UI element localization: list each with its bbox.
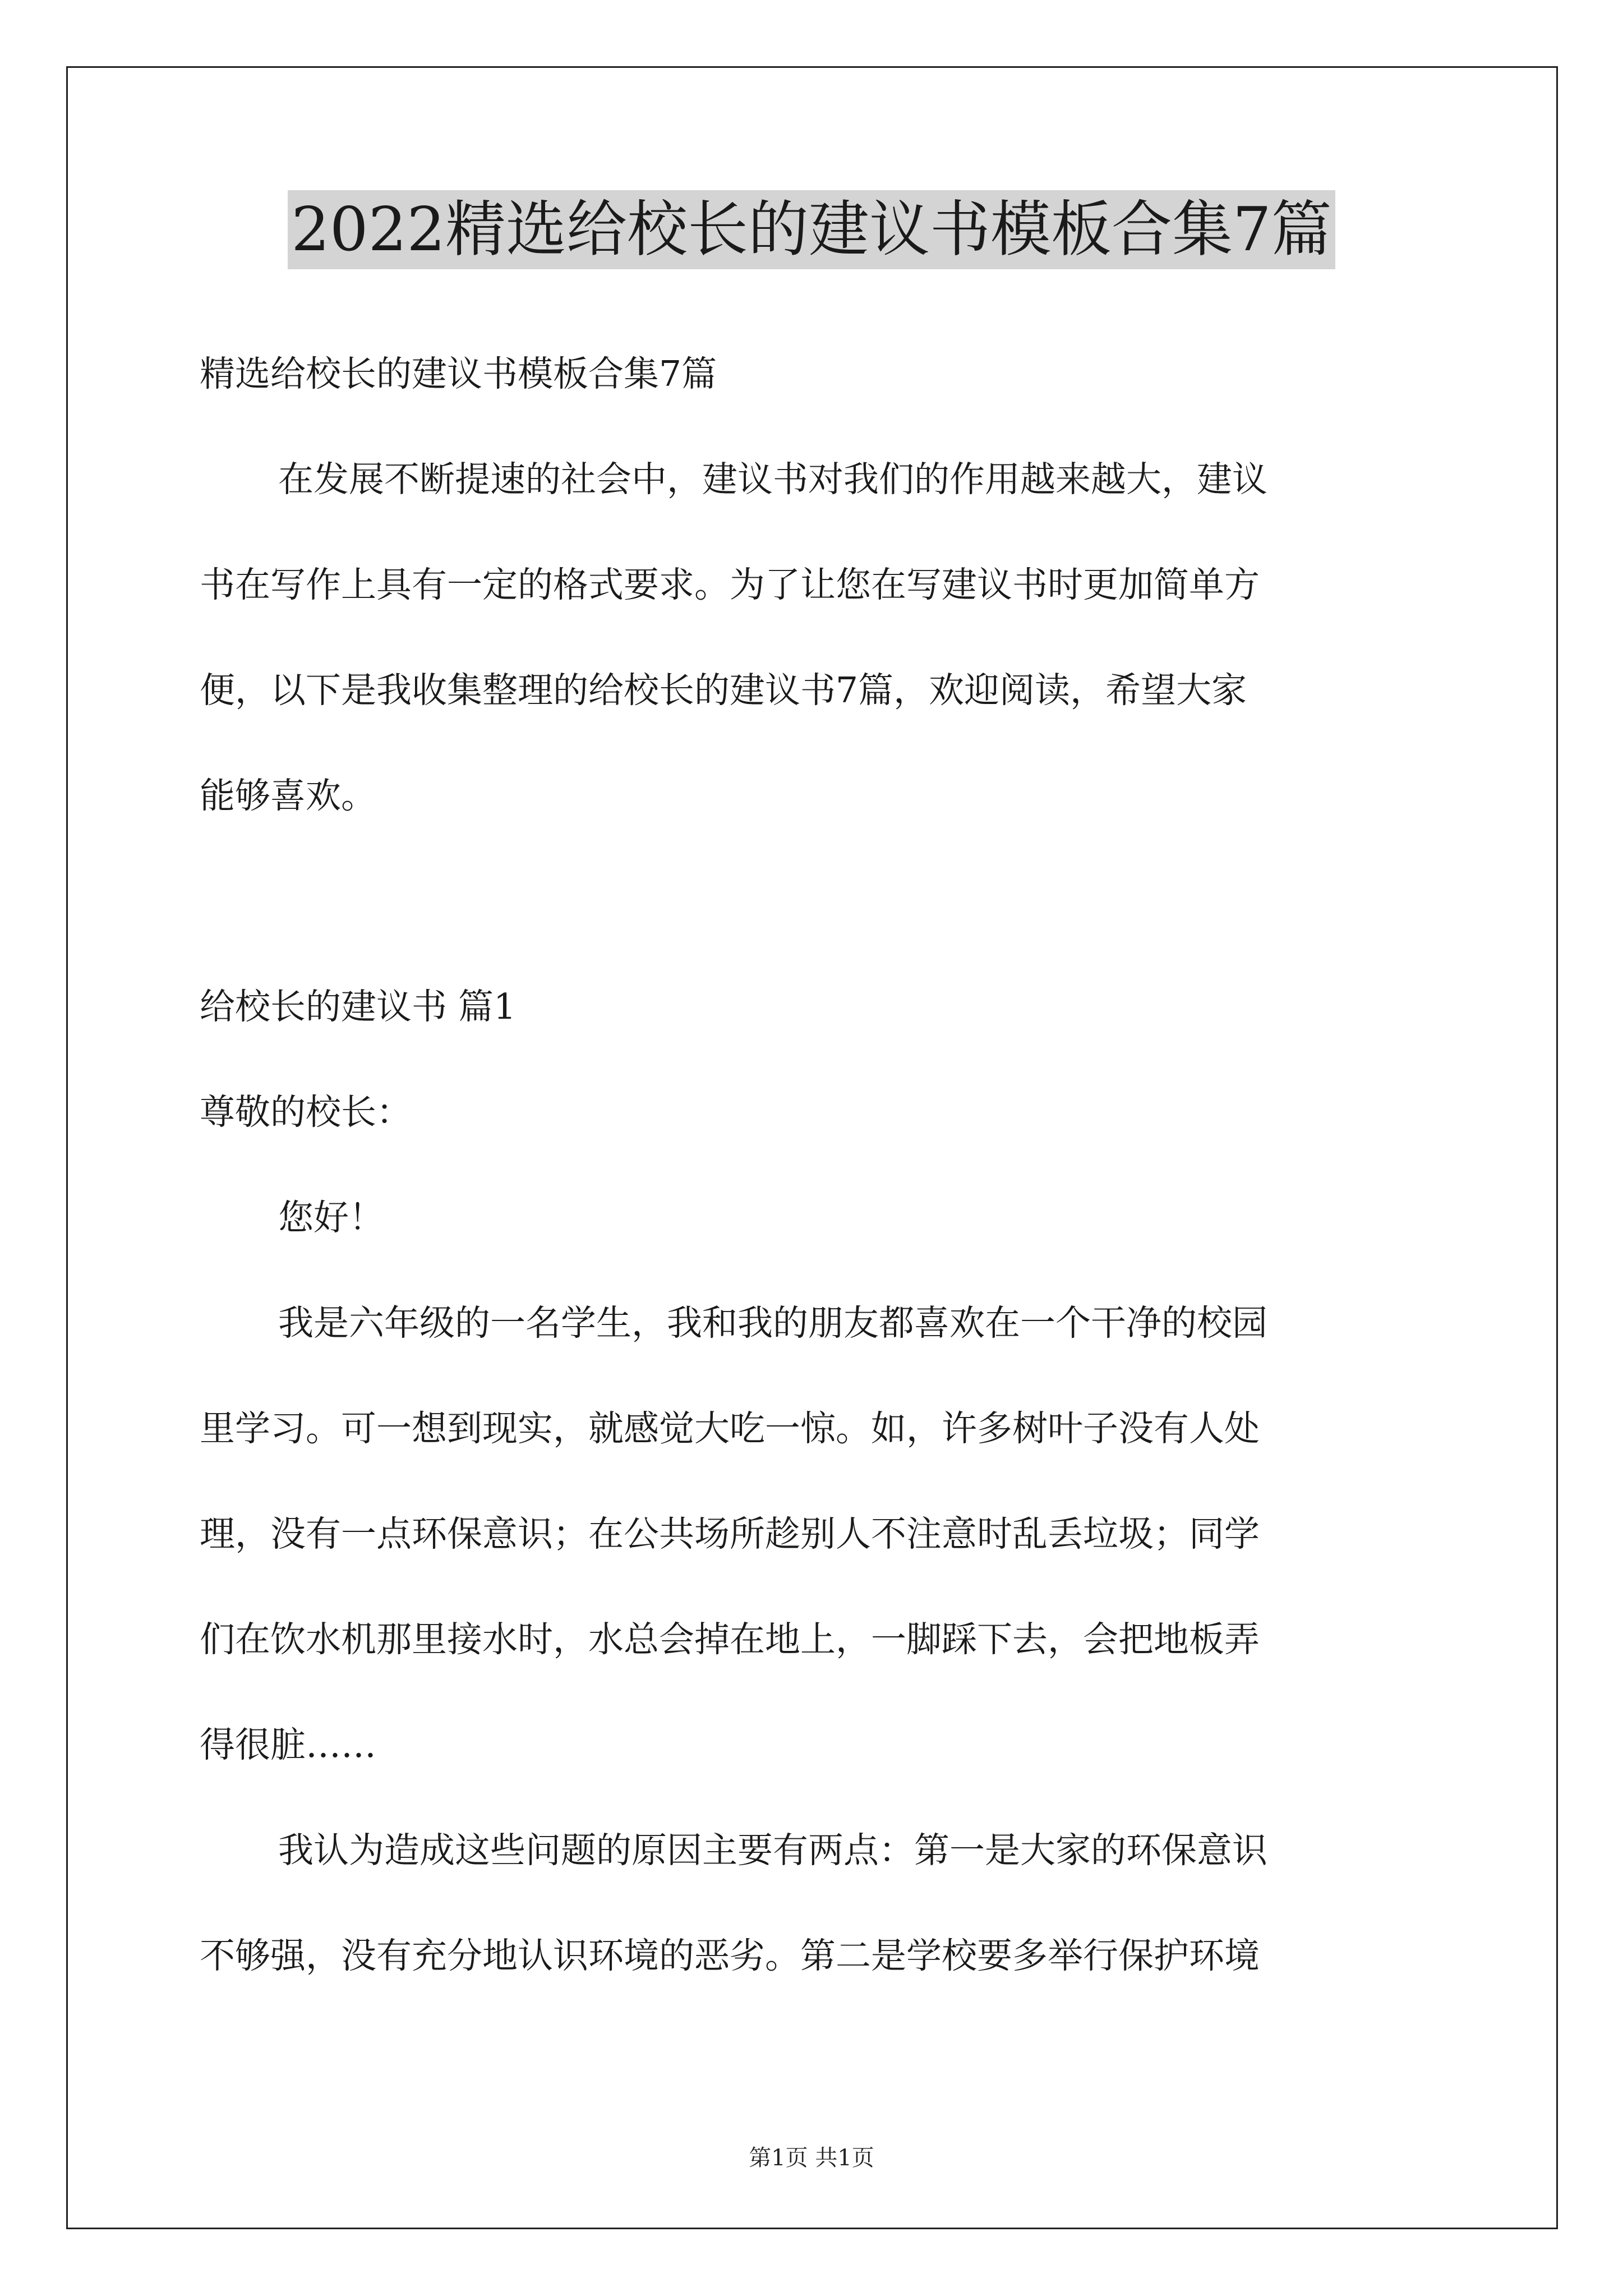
body2-line-2: 不够强，没有充分地认识环境的恶劣。第二是学校要多举行保护环境 — [200, 1935, 1260, 1976]
page-footer: 第1页 共1页 — [749, 2145, 874, 2171]
intro-line-3: 便，以下是我收集整理的给校长的建议书7篇，欢迎阅读，希望大家 — [200, 670, 1247, 711]
document-title — [0, 194, 1623, 266]
body2-line-1: 我认为造成这些问题的原因主要有两点：第一是大家的环保意识 — [278, 1830, 1267, 1871]
intro-line-1: 在发展不断提速的社会中，建议书对我们的作用越来越大，建议 — [278, 459, 1267, 500]
body1-line-2: 里学习。可一想到现实，就感觉大吃一惊。如，许多树叶子没有人处 — [200, 1408, 1260, 1449]
intro-line-4: 能够喜欢。 — [200, 775, 376, 816]
intro-line-2: 书在写作上具有一定的格式要求。为了让您在写建议书时更加简单方 — [200, 564, 1260, 605]
body1-line-5: 得很脏…… — [200, 1724, 376, 1765]
body1-line-3: 理，没有一点环保意识；在公共场所趁别人不注意时乱丢垃圾；同学 — [200, 1513, 1260, 1554]
section-heading: 给校长的建议书 篇1 — [200, 986, 517, 1027]
body-paragraph-2 — [200, 1824, 1433, 1982]
intro-paragraph — [200, 453, 1433, 822]
document-subtitle: 精选给校长的建议书模板合集7篇 — [200, 353, 717, 394]
document-body — [200, 348, 1433, 1982]
body-paragraph-1 — [200, 1297, 1433, 1772]
body1-line-4: 们在饮水机那里接水时，水总会掉在地上，一脚踩下去，会把地板弄 — [200, 1619, 1260, 1660]
salutation: 尊敬的校长： — [200, 1092, 412, 1133]
document-title-text: 2022精选给校长的建议书模板合集7篇 — [288, 190, 1335, 269]
greeting: 您好！ — [278, 1197, 384, 1238]
body1-line-1: 我是六年级的一名学生，我和我的朋友都喜欢在一个干净的校园 — [278, 1303, 1267, 1343]
